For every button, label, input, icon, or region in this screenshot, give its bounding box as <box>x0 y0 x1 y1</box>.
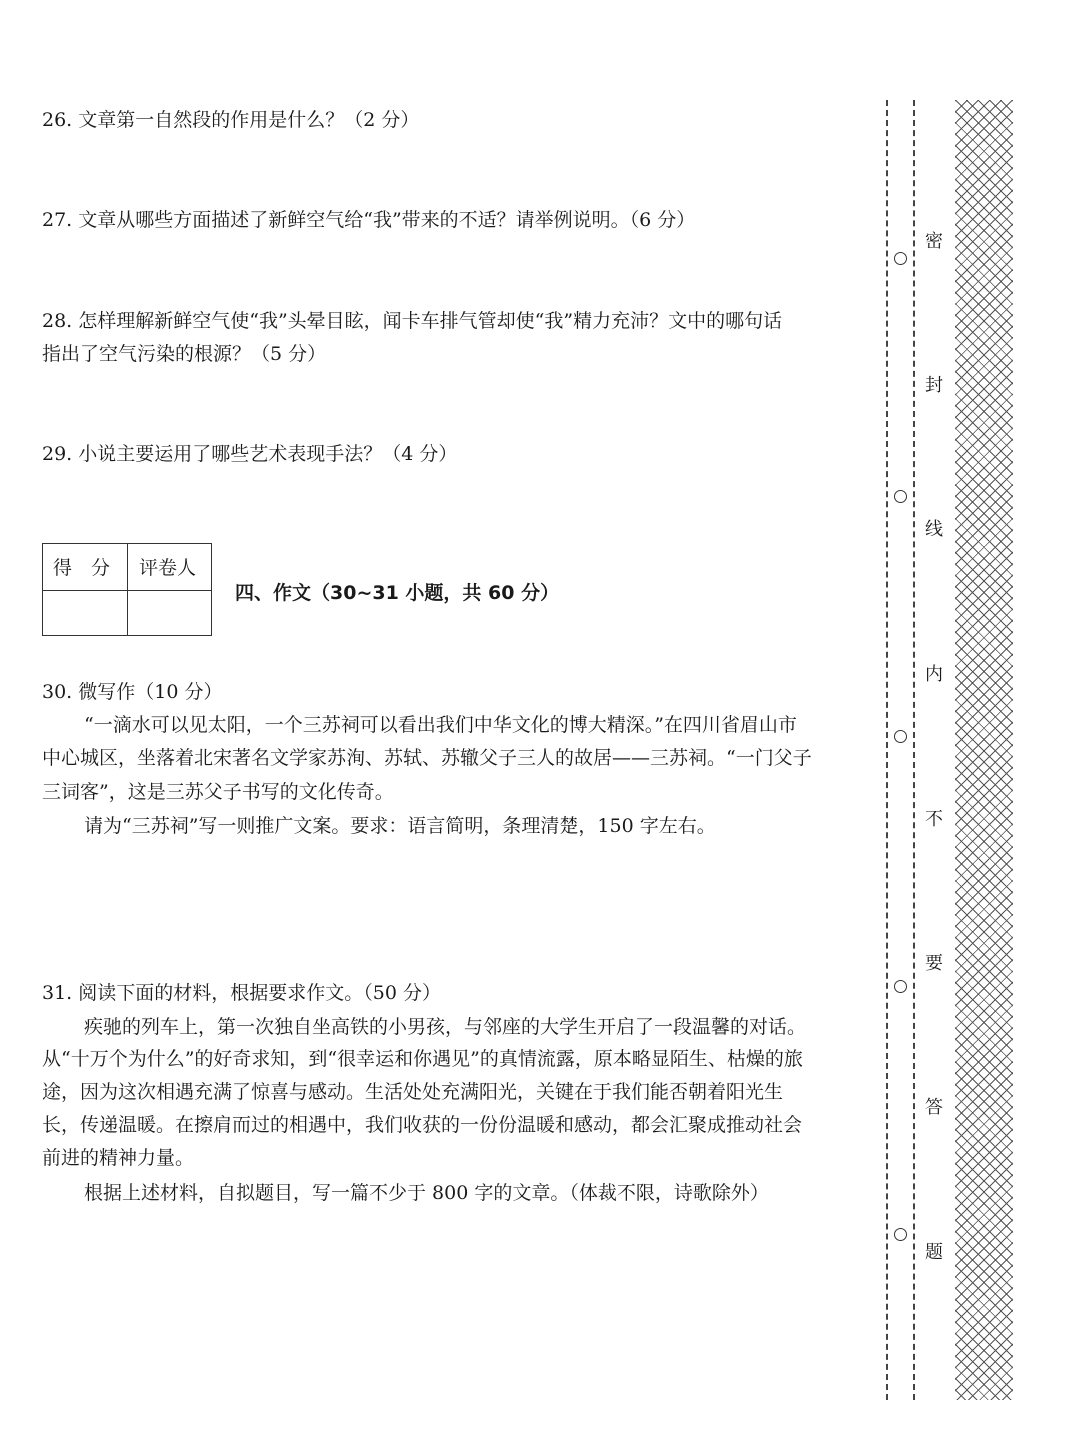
q31-line: 前进的精神力量。 <box>42 1147 195 1169</box>
crosshatch-pattern <box>955 100 1013 1400</box>
q31-line: 疾驰的列车上，第一次独自坐高铁的小男孩，与邻座的大学生开启了一段温馨的对话。 <box>84 1016 807 1038</box>
seal-char: 题 <box>925 1242 943 1263</box>
question-26: 26. 文章第一自然段的作用是什么？（2 分） <box>42 109 420 131</box>
binding-hole-icon <box>894 490 907 503</box>
score-label: 得 分 <box>53 557 111 579</box>
binding-hole-icon <box>894 1228 907 1241</box>
seal-char: 答 <box>925 1097 943 1118</box>
table-divider <box>127 544 128 635</box>
question-30-heading: 30. 微写作（10 分） <box>42 681 223 703</box>
seal-char: 封 <box>925 375 943 396</box>
dashed-line-right <box>913 100 915 1400</box>
score-table <box>42 543 212 636</box>
question-29: 29. 小说主要运用了哪些艺术表现手法？（4 分） <box>42 443 458 465</box>
q30-line: 中心城区，坐落着北宋著名文学家苏洵、苏轼、苏辙父子三人的故居——三苏祠。“一门父子 <box>42 747 812 769</box>
q31-line: 途，因为这次相遇充满了惊喜与感动。生活处处充满阳光，关键在于我们能否朝着阳光生 <box>42 1081 784 1103</box>
question-31-heading: 31. 阅读下面的材料，根据要求作文。（50 分） <box>42 982 441 1004</box>
binding-hole-icon <box>894 730 907 743</box>
binding-hole-icon <box>894 252 907 265</box>
q31-line: 长，传递温暖。在擦肩而过的相遇中，我们收获的一份份温暖和感动，都会汇聚成推动社会 <box>42 1114 803 1136</box>
question-28-line-1: 28. 怎样理解新鲜空气使“我”头晕目眩，闻卡车排气管却使“我”精力充沛？文中的哪句话 <box>42 310 783 332</box>
seal-char: 要 <box>925 953 943 974</box>
section-title: 四、作文（30~31 小题，共 60 分） <box>235 582 560 604</box>
q31-line: 从“十万个为什么”的好奇求知，到“很幸运和你遇见”的真情流露，原本略显陌生、枯燥的旅 <box>42 1048 803 1070</box>
question-27: 27. 文章从哪些方面描述了新鲜空气给“我”带来的不适？请举例说明。（6 分） <box>42 209 696 231</box>
seal-char: 内 <box>925 664 943 685</box>
dashed-line-left <box>886 100 888 1400</box>
seal-char: 不 <box>925 809 943 830</box>
q30-line: “一滴水可以见太阳，一个三苏祠可以看出我们中华文化的博大精深。”在四川省眉山市 <box>84 714 797 736</box>
binding-hole-icon <box>894 980 907 993</box>
q30-line: 请为“三苏祠”写一则推广文案。要求：语言简明，条理清楚，150 字左右。 <box>84 815 716 837</box>
grader-label: 评卷人 <box>139 557 197 579</box>
q30-line: 三词客”，这是三苏父子书写的文化传奇。 <box>42 781 394 803</box>
q31-line: 根据上述材料，自拟题目，写一篇不少于 800 字的文章。（体裁不限，诗歌除外） <box>84 1182 769 1204</box>
seal-char: 线 <box>925 519 943 540</box>
seal-char: 密 <box>925 231 943 252</box>
question-28-line-2: 指出了空气污染的根源？（5 分） <box>42 343 327 365</box>
